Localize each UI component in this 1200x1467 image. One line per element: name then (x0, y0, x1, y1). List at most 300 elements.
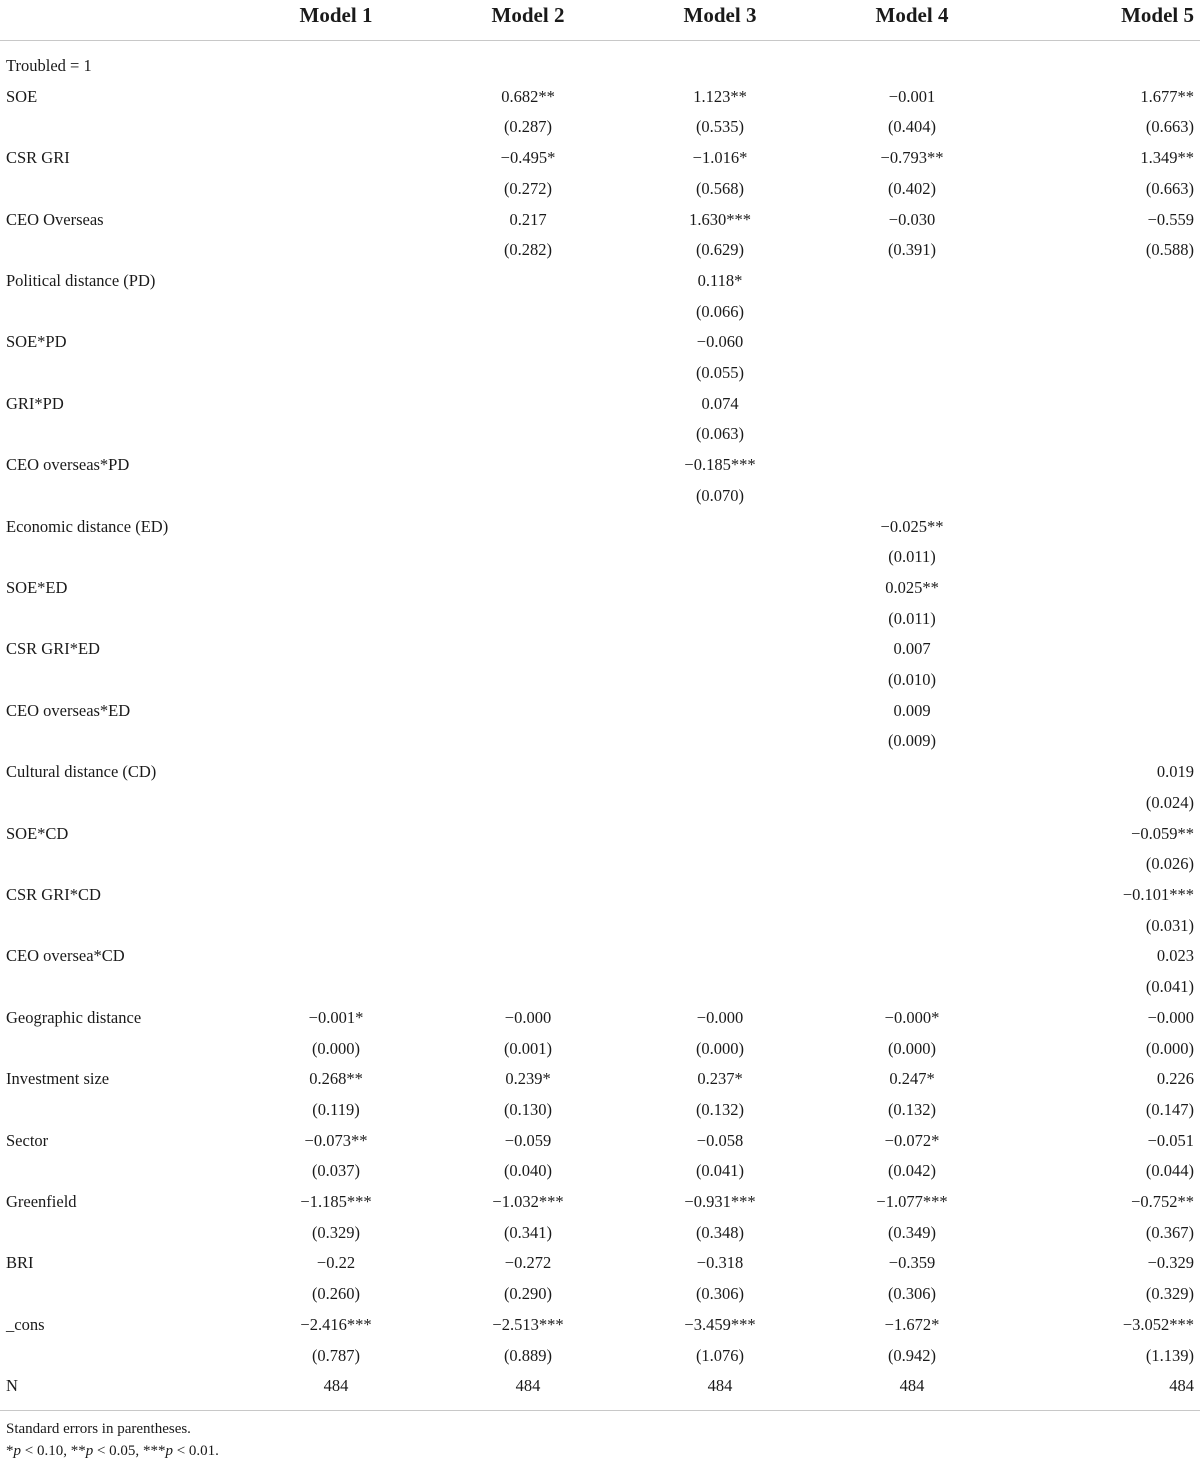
cell-model-2 (432, 450, 624, 481)
row-label: BRI (6, 1253, 34, 1273)
row-label (0, 665, 240, 696)
header-cell-model-3: Model 3 (624, 0, 816, 41)
cell-model-1 (240, 512, 432, 543)
table-row (0, 665, 1200, 696)
table-row (0, 788, 1200, 819)
cell-model-5 (1008, 542, 1200, 573)
row-label: Troubled = 1 (6, 56, 92, 75)
table-row (0, 82, 1200, 113)
cell-model-5 (1008, 266, 1200, 297)
cell-model-3 (624, 542, 816, 573)
cell-model-5 (1008, 327, 1200, 358)
cell-model-5 (1008, 358, 1200, 389)
cell-model-5: (0.147) (1145, 1099, 1194, 1119)
cell-model-5 (1008, 696, 1200, 727)
cell-model-4: (0.306) (887, 1284, 937, 1304)
cell-model-3 (624, 972, 816, 1003)
cell-model-2: (0.040) (503, 1161, 553, 1181)
cell-model-4: (0.011) (888, 547, 936, 567)
table-row (0, 450, 1200, 481)
table-row (0, 1310, 1200, 1341)
cell-model-5: (0.044) (1145, 1161, 1194, 1181)
cell-model-4 (816, 481, 1008, 512)
cell-model-4: 0.007 (893, 639, 931, 659)
cell-model-4: 0.247* (889, 1069, 935, 1089)
cell-model-3: (0.132) (695, 1099, 745, 1119)
cell-model-3 (624, 880, 816, 911)
cell-model-2: 484 (515, 1376, 541, 1396)
cell-model-5: (0.026) (1145, 854, 1194, 874)
cell-model-3: (0.041) (695, 1161, 745, 1181)
cell-model-2 (432, 297, 624, 328)
cell-model-4 (816, 819, 1008, 850)
cell-model-2 (432, 757, 624, 788)
cell-model-2: 0.217 (509, 209, 547, 229)
cell-model-5: (0.024) (1145, 792, 1194, 812)
row-label: CEO Overseas (6, 209, 104, 229)
table-row (0, 266, 1200, 297)
table-row (0, 297, 1200, 328)
row-label: Political distance (PD) (6, 270, 156, 290)
cell-model-3: 0.237* (697, 1069, 743, 1089)
cell-model-1: −0.001* (308, 1007, 364, 1027)
note-threshold-2: < 0.05, (93, 1443, 143, 1459)
cell-model-3: (0.348) (695, 1222, 745, 1242)
table-row (0, 235, 1200, 266)
cell-model-3: 1.123** (693, 86, 747, 106)
note-standard-errors: Standard errors in parentheses. (6, 1421, 191, 1437)
cell-model-4: (0.391) (887, 240, 937, 260)
cell-model-3: (0.066) (695, 301, 745, 321)
cell-model-1 (240, 972, 432, 1003)
row-label: Investment size (6, 1069, 110, 1089)
table-row (0, 1034, 1200, 1065)
cell-model-2 (432, 972, 624, 1003)
cell-model-1: −1.185*** (300, 1192, 372, 1212)
cell-model-3 (624, 819, 816, 850)
cell-model-1 (240, 941, 432, 972)
cell-model-5 (1008, 419, 1200, 450)
cell-model-5 (1008, 634, 1200, 665)
table-row (0, 604, 1200, 635)
cell-model-2: 0.239* (505, 1069, 551, 1089)
row-label: SOE*ED (6, 577, 68, 597)
cell-model-1 (240, 143, 432, 174)
table-row (0, 358, 1200, 389)
row-label (0, 1095, 240, 1126)
note-p-2: p (85, 1443, 94, 1459)
cell-model-2 (432, 327, 624, 358)
cell-model-4 (816, 389, 1008, 420)
cell-model-3 (624, 941, 816, 972)
cell-model-2 (432, 849, 624, 880)
cell-model-2 (432, 911, 624, 942)
cell-model-1 (240, 911, 432, 942)
cell-model-4: (0.132) (887, 1099, 937, 1119)
cell-model-3 (624, 757, 816, 788)
cell-model-5: −0.752** (1131, 1192, 1194, 1212)
table-row (0, 327, 1200, 358)
cell-model-2 (432, 358, 624, 389)
cell-model-1 (240, 327, 432, 358)
row-label: CSR GRI*ED (6, 639, 100, 659)
cell-model-2 (432, 604, 624, 635)
cell-model-2: (0.130) (503, 1099, 553, 1119)
cell-model-1: (0.037) (311, 1161, 361, 1181)
cell-model-1 (240, 481, 432, 512)
cell-model-4 (816, 941, 1008, 972)
cell-model-2 (432, 880, 624, 911)
note-p-3: p (165, 1443, 173, 1459)
table-row (0, 389, 1200, 420)
cell-model-3 (624, 512, 816, 543)
cell-model-2: −0.495* (500, 148, 556, 168)
cell-model-3 (624, 696, 816, 727)
cell-model-5 (1008, 665, 1200, 696)
cell-model-5 (1008, 41, 1200, 82)
cell-model-3: 484 (707, 1376, 733, 1396)
row-label: SOE*PD (6, 332, 67, 352)
cell-model-5: 1.677** (1140, 86, 1194, 106)
cell-model-4: −0.030 (888, 209, 936, 229)
cell-model-2: (0.341) (503, 1222, 553, 1242)
row-label (0, 174, 240, 205)
cell-model-1 (240, 573, 432, 604)
cell-model-3 (624, 911, 816, 942)
cell-model-1 (240, 174, 432, 205)
cell-model-1 (240, 696, 432, 727)
cell-model-4: 0.025** (885, 577, 939, 597)
table-row (0, 1064, 1200, 1095)
cell-model-4: −1.672* (884, 1314, 940, 1334)
cell-model-1 (240, 880, 432, 911)
cell-model-4: (0.000) (887, 1038, 937, 1058)
table-row (0, 911, 1200, 942)
cell-model-4 (816, 327, 1008, 358)
cell-model-1 (240, 726, 432, 757)
cell-model-4 (816, 972, 1008, 1003)
cell-model-5: 1.349** (1140, 148, 1194, 168)
cell-model-3: −0.185*** (684, 455, 756, 475)
cell-model-4 (816, 757, 1008, 788)
cell-model-5: (0.588) (1145, 240, 1194, 260)
row-label: N (6, 1376, 18, 1396)
cell-model-1 (240, 542, 432, 573)
cell-model-3: (0.306) (695, 1284, 745, 1304)
cell-model-5: −3.052*** (1122, 1314, 1194, 1334)
cell-model-4 (816, 450, 1008, 481)
cell-model-5: (0.031) (1145, 915, 1194, 935)
cell-model-3 (624, 849, 816, 880)
cell-model-2: −0.059 (504, 1130, 552, 1150)
table-row (0, 880, 1200, 911)
cell-model-3 (624, 573, 816, 604)
note-star-2: ** (70, 1443, 86, 1459)
row-label (0, 1341, 240, 1372)
cell-model-4: −0.025** (880, 516, 944, 536)
cell-model-2 (432, 634, 624, 665)
cell-model-5: −0.559 (1147, 209, 1194, 229)
cell-model-2: −2.513*** (492, 1314, 564, 1334)
cell-model-2 (432, 266, 624, 297)
cell-model-1: (0.260) (311, 1284, 361, 1304)
cell-model-4: (0.010) (887, 670, 937, 690)
cell-model-5 (1008, 450, 1200, 481)
cell-model-2 (432, 788, 624, 819)
cell-model-5 (1008, 389, 1200, 420)
cell-model-5: −0.059** (1131, 823, 1194, 843)
cell-model-4 (816, 419, 1008, 450)
table-row (0, 512, 1200, 543)
cell-model-1 (240, 235, 432, 266)
cell-model-3: 1.630*** (689, 209, 751, 229)
table-bottom-rule (0, 1410, 1200, 1411)
cell-model-1 (240, 634, 432, 665)
table-row (0, 1371, 1200, 1402)
cell-model-4 (816, 849, 1008, 880)
row-label (0, 972, 240, 1003)
cell-model-1: (0.787) (311, 1345, 361, 1365)
table-row (0, 1003, 1200, 1034)
cell-model-1 (240, 297, 432, 328)
cell-model-3: (0.000) (695, 1038, 745, 1058)
cell-model-5: (0.329) (1145, 1284, 1194, 1304)
cell-model-2 (432, 542, 624, 573)
cell-model-1 (240, 419, 432, 450)
row-label (0, 542, 240, 573)
cell-model-2 (432, 573, 624, 604)
table-row (0, 573, 1200, 604)
cell-model-3: −0.931*** (684, 1192, 756, 1212)
cell-model-3: (0.629) (695, 240, 745, 260)
cell-model-2: (0.001) (503, 1038, 553, 1058)
cell-model-4 (816, 788, 1008, 819)
cell-model-3: −0.000 (696, 1007, 744, 1027)
row-label (0, 604, 240, 635)
note-significance-levels (6, 1440, 219, 1462)
row-label: CSR GRI (6, 148, 70, 168)
cell-model-4 (816, 358, 1008, 389)
row-label: SOE (6, 86, 38, 106)
cell-model-1 (240, 665, 432, 696)
cell-model-3: (0.055) (695, 363, 745, 383)
cell-model-3 (624, 604, 816, 635)
table-row (0, 757, 1200, 788)
table-row (0, 1279, 1200, 1310)
row-label (0, 297, 240, 328)
table-row (0, 542, 1200, 573)
row-label: Geographic distance (6, 1007, 142, 1027)
cell-model-3: (0.535) (695, 117, 745, 137)
table-row (0, 1095, 1200, 1126)
table-row (0, 1218, 1200, 1249)
cell-model-1: 0.268** (309, 1069, 363, 1089)
cell-model-1 (240, 205, 432, 236)
cell-model-1 (240, 82, 432, 113)
cell-model-5: 0.023 (1156, 946, 1194, 966)
cell-model-5 (1008, 512, 1200, 543)
cell-model-5: −0.051 (1147, 1130, 1194, 1150)
table-row (0, 819, 1200, 850)
cell-model-5 (1008, 604, 1200, 635)
cell-model-3 (624, 634, 816, 665)
cell-model-3: (0.063) (695, 424, 745, 444)
cell-model-3 (624, 665, 816, 696)
cell-model-5: (0.367) (1145, 1222, 1194, 1242)
row-label (0, 911, 240, 942)
row-label: CEO overseas*PD (6, 455, 130, 475)
row-label: CEO overseas*ED (6, 700, 131, 720)
cell-model-4: (0.402) (887, 178, 937, 198)
cell-model-4: −0.001 (888, 86, 936, 106)
row-label (0, 235, 240, 266)
cell-model-3: −0.058 (696, 1130, 744, 1150)
cell-model-1: −0.073** (304, 1130, 368, 1150)
table-row (0, 174, 1200, 205)
cell-model-2: (0.290) (503, 1284, 553, 1304)
note-star-1: * (6, 1443, 14, 1459)
table-row (0, 41, 1200, 82)
cell-model-3 (624, 726, 816, 757)
cell-model-1 (240, 450, 432, 481)
row-label: CEO oversea*CD (6, 946, 125, 966)
cell-model-5: −0.000 (1147, 1007, 1194, 1027)
header-cell-model-4: Model 4 (816, 0, 1008, 41)
cell-model-1 (240, 819, 432, 850)
table-row (0, 1156, 1200, 1187)
cell-model-1 (240, 112, 432, 143)
table-row (0, 481, 1200, 512)
cell-model-3: 0.074 (701, 393, 739, 413)
cell-model-4: 0.009 (893, 700, 931, 720)
row-label: GRI*PD (6, 393, 64, 413)
table-notes (6, 1418, 219, 1462)
cell-model-2: 0.682** (501, 86, 555, 106)
cell-model-3: −1.016* (692, 148, 748, 168)
row-label (0, 358, 240, 389)
cell-model-3: 0.118* (697, 270, 743, 290)
table-row (0, 1248, 1200, 1279)
row-label (0, 481, 240, 512)
cell-model-4: −1.077*** (876, 1192, 948, 1212)
cell-model-2 (432, 941, 624, 972)
note-threshold-1: < 0.10, (21, 1443, 71, 1459)
cell-model-1: −2.416*** (300, 1314, 372, 1334)
row-label (0, 1156, 240, 1187)
cell-model-5: (0.663) (1145, 117, 1194, 137)
row-label (0, 1034, 240, 1065)
cell-model-1: −0.22 (316, 1253, 356, 1273)
cell-model-5: −0.329 (1147, 1253, 1194, 1273)
cell-model-2: (0.889) (503, 1345, 553, 1365)
cell-model-1 (240, 604, 432, 635)
table-row (0, 696, 1200, 727)
row-label: Economic distance (ED) (6, 516, 169, 536)
row-label (0, 788, 240, 819)
table-body (0, 41, 1200, 1402)
row-label: _cons (6, 1314, 45, 1334)
table-row (0, 112, 1200, 143)
cell-model-1 (240, 849, 432, 880)
cell-model-5 (1008, 297, 1200, 328)
cell-model-2: −1.032*** (492, 1192, 564, 1212)
table-header-row (0, 0, 1200, 41)
cell-model-4 (816, 266, 1008, 297)
header-cell-variable (0, 0, 240, 41)
cell-model-4: −0.072* (884, 1130, 940, 1150)
table-row (0, 1126, 1200, 1157)
cell-model-4 (816, 911, 1008, 942)
cell-model-4: −0.793** (880, 148, 944, 168)
cell-model-5: (1.139) (1145, 1345, 1194, 1365)
cell-model-1: 484 (323, 1376, 349, 1396)
cell-model-1: (0.000) (311, 1038, 361, 1058)
note-p-1: p (13, 1443, 21, 1459)
cell-model-3 (624, 788, 816, 819)
cell-model-1 (240, 788, 432, 819)
cell-model-2 (432, 665, 624, 696)
header-cell-model-5: Model 5 (1008, 0, 1200, 41)
header-cell-model-2: Model 2 (432, 0, 624, 41)
row-label: SOE*CD (6, 823, 69, 843)
cell-model-5 (1008, 726, 1200, 757)
table-row (0, 634, 1200, 665)
cell-model-5: 0.019 (1156, 762, 1194, 782)
cell-model-5: −0.101*** (1122, 884, 1194, 904)
cell-model-1: (0.119) (312, 1099, 360, 1119)
cell-model-2 (432, 819, 624, 850)
cell-model-4: −0.000* (884, 1007, 940, 1027)
cell-model-5 (1008, 481, 1200, 512)
table-row (0, 941, 1200, 972)
table-row (0, 972, 1200, 1003)
cell-model-5: 484 (1169, 1376, 1194, 1396)
table-row (0, 205, 1200, 236)
row-label (0, 726, 240, 757)
table-row (0, 726, 1200, 757)
cell-model-2: (0.282) (503, 240, 553, 260)
note-star-3: *** (142, 1443, 166, 1459)
cell-model-3: (1.076) (695, 1345, 745, 1365)
row-label: Sector (6, 1130, 49, 1150)
cell-model-4 (816, 41, 1008, 82)
cell-model-2: (0.272) (503, 178, 553, 198)
cell-model-2 (432, 419, 624, 450)
cell-model-4: (0.942) (887, 1345, 937, 1365)
cell-model-2: (0.287) (503, 117, 553, 137)
header-cell-model-1: Model 1 (240, 0, 432, 41)
cell-model-4: (0.349) (887, 1222, 937, 1242)
cell-model-3: −0.060 (696, 332, 744, 352)
cell-model-2: −0.272 (504, 1253, 552, 1273)
cell-model-4: (0.009) (887, 731, 937, 751)
cell-model-2 (432, 726, 624, 757)
cell-model-3: −3.459*** (684, 1314, 756, 1334)
cell-model-1: (0.329) (311, 1222, 361, 1242)
note-threshold-3: < 0.01. (172, 1443, 219, 1459)
table-row (0, 1341, 1200, 1372)
cell-model-4 (816, 880, 1008, 911)
cell-model-1 (240, 266, 432, 297)
cell-model-2 (432, 512, 624, 543)
row-label (0, 1218, 240, 1249)
cell-model-5 (1008, 573, 1200, 604)
cell-model-2 (432, 41, 624, 82)
cell-model-4 (816, 297, 1008, 328)
cell-model-5: 0.226 (1156, 1069, 1194, 1089)
cell-model-3 (624, 41, 816, 82)
cell-model-3: (0.568) (695, 178, 745, 198)
